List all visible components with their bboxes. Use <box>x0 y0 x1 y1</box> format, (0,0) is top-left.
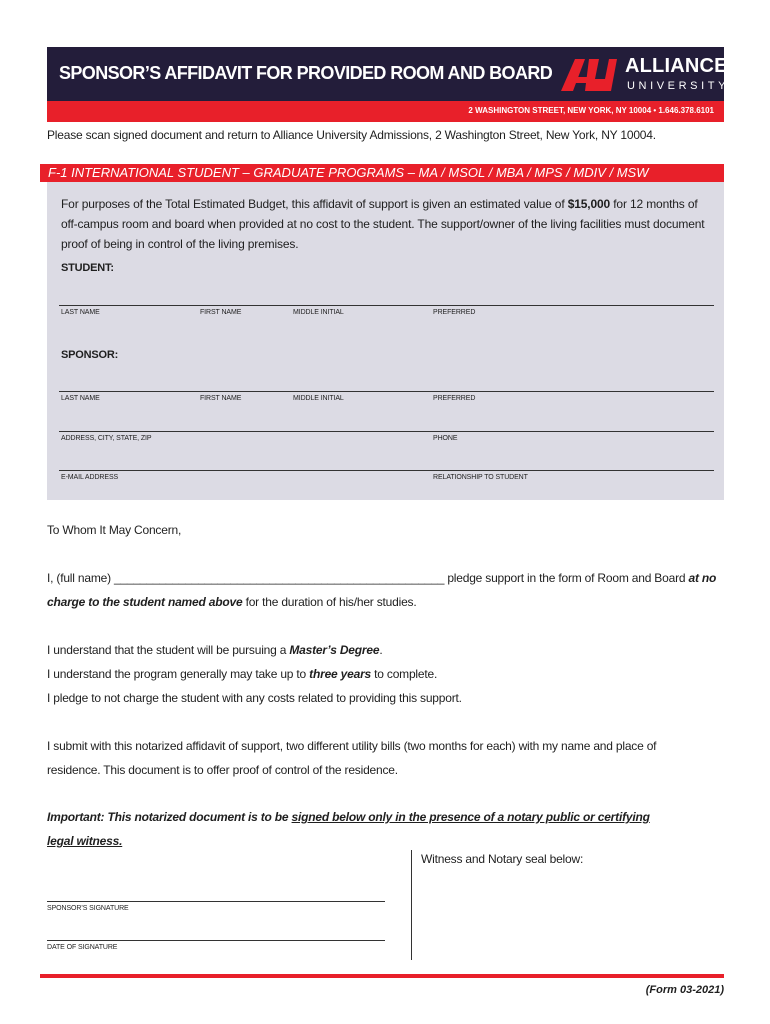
submit-line-2: residence. This document is to offer proof of control of the residence. <box>47 763 398 777</box>
salutation: To Whom It May Concern, <box>47 523 182 537</box>
pledge-costs-line: I pledge to not charge the student with any costs related to providing this support. <box>47 691 462 705</box>
section-title: F-1 INTERNATIONAL STUDENT – GRADUATE PROGRAMS – MA / MSOL / MBA / MPS / MDIV / MSW <box>48 165 649 180</box>
witness-notary-label: Witness and Notary seal below: <box>421 852 584 866</box>
submit-line-1: I submit with this notarized affidavit of support, two different utility bills (two months for each) with my name and place of <box>47 739 657 753</box>
sponsor-name-line[interactable] <box>59 391 714 392</box>
form-id: (Form 03-2021) <box>645 984 724 996</box>
pledge-end-text: for the duration of his/her studies. <box>242 595 417 609</box>
logo-wordmark-university: UNIVERSITY <box>627 80 730 92</box>
header-address: 2 WASHINGTON STREET, NEW YORK, NY 10004 • 1.646.378.6101 <box>468 106 714 115</box>
understand-degree-text: I understand that the student will be pursuing a <box>47 643 290 657</box>
understand-degree-end: . <box>379 643 383 657</box>
important-underlined-text: signed below only in the presence of a notary public or certifying <box>291 810 650 824</box>
date-signature-line[interactable] <box>47 940 385 941</box>
header-address-strip <box>47 101 724 122</box>
document-title: SPONSOR’S AFFIDAVIT FOR PROVIDED ROOM AND BOARD <box>59 63 553 83</box>
degree-emphasis: Master’s Degree <box>289 643 380 657</box>
sponsor-heading: SPONSOR: <box>61 349 119 361</box>
section-title-bar <box>40 164 724 182</box>
sponsor-signature-line[interactable] <box>47 901 385 902</box>
duration-emphasis: three years <box>309 667 372 681</box>
student-last-name-label: LAST NAME <box>61 309 100 316</box>
sponsor-email-line[interactable] <box>59 470 714 471</box>
student-sponsor-panel <box>47 182 724 500</box>
pledge-emphasis-2: charge to the student named above <box>47 595 243 609</box>
instructions-text: Please scan signed document and return to Alliance University Admissions, 2 Washington Street, New York, NY 10004. <box>47 128 656 142</box>
student-heading: STUDENT: <box>61 262 114 274</box>
sponsor-preferred-label: PREFERRED <box>433 395 476 402</box>
student-middle-initial-label: MIDDLE INITIAL <box>293 309 344 316</box>
sponsor-last-name-label: LAST NAME <box>61 395 100 402</box>
header-banner <box>47 47 730 122</box>
witness-divider <box>411 850 412 960</box>
intro-text-after: for 12 months of off-campus room and board when provided at no cost to the student. The support/owner of the living facilities must document proof of being in control of the living premises. <box>61 197 705 251</box>
pledge-line-2 <box>47 595 416 609</box>
relationship-label: RELATIONSHIP TO STUDENT <box>433 474 528 481</box>
pledge-line-1 <box>47 571 716 585</box>
important-text: Important: This notarized document is to be <box>47 810 292 824</box>
logo-wordmark-alliance: ALLIANCE <box>625 55 728 77</box>
intro-text-before: For purposes of the Total Estimated Budget, this affidavit of support is given an estimated value of <box>61 197 568 211</box>
footer-bar <box>40 974 724 978</box>
sponsor-first-name-label: FIRST NAME <box>200 395 242 402</box>
understand-duration-line <box>47 667 437 681</box>
student-name-line[interactable] <box>59 305 714 306</box>
estimated-amount: $15,000 <box>567 197 611 211</box>
alliance-logo-icon <box>559 57 619 91</box>
date-signature-label: DATE OF SIGNATURE <box>47 944 118 951</box>
sponsor-signature-label: SPONSOR’S SIGNATURE <box>47 905 129 912</box>
sponsor-address-line[interactable] <box>59 431 714 432</box>
sponsor-middle-initial-label: MIDDLE INITIAL <box>293 395 344 402</box>
pledge-emphasis-1: at no <box>688 571 717 585</box>
sponsor-email-label: E-MAIL ADDRESS <box>61 474 119 481</box>
sponsor-phone-label: PHONE <box>433 435 458 442</box>
student-first-name-label: FIRST NAME <box>200 309 242 316</box>
budget-intro-paragraph <box>61 194 711 254</box>
understand-degree-line <box>47 643 382 657</box>
understand-duration-end: to complete. <box>371 667 438 681</box>
student-preferred-label: PREFERRED <box>433 309 476 316</box>
important-notice-line-2: legal witness. <box>47 834 123 848</box>
pledge-text: I, (full name) ___________________________________________________ pledge support in the form of Room and Board <box>47 571 689 585</box>
sponsor-address-label: ADDRESS, CITY, STATE, ZIP <box>61 435 152 442</box>
important-notice-line-1 <box>47 810 650 824</box>
understand-duration-text: I understand the program generally may take up to <box>47 667 310 681</box>
